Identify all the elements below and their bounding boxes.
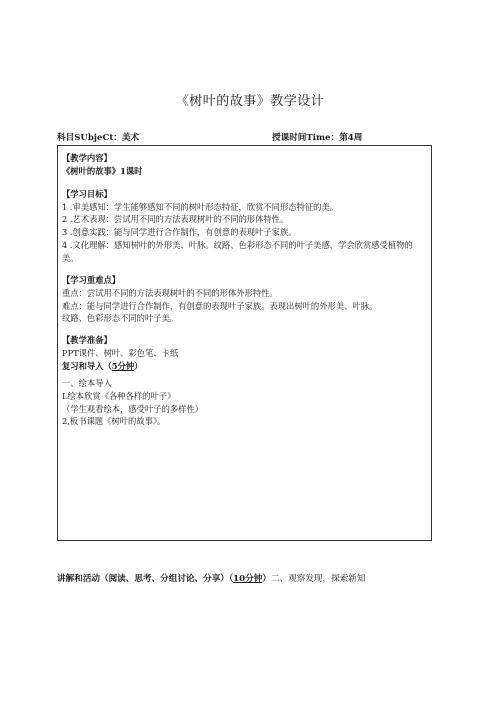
review-prefix: 复习和导入（: [62, 361, 112, 372]
key-point: 重点：尝试用不同的方法表现树叶的不同的形体外形特性。: [62, 287, 278, 298]
activity-prefix: 讲解和活动（阅读、思考、分组讨论、分享）（: [57, 574, 234, 584]
meta-row: [57, 131, 432, 143]
step-item: L绘本欣赏《各种各样的叶子》: [62, 390, 176, 401]
content-heading: 【教学内容】: [62, 153, 112, 163]
key-heading: 【学习重难点】: [62, 274, 121, 285]
activity-heading: [57, 572, 365, 584]
activity-suffix: ）: [262, 574, 271, 584]
goal-item: 3 .创意实践：能与同学进行合作制作，有创意的表现叶子家族。: [62, 227, 297, 238]
difficulty-line: 纹路、色彩形态不同的叶子美。: [62, 313, 179, 324]
content-text: 《树叶的故事》1课时: [62, 165, 143, 176]
step-item: 一、绘本导入: [62, 377, 112, 388]
step-item: 2,板书课题《树叶的故事》。: [62, 416, 166, 427]
goals-heading: 【学习目标】: [62, 188, 112, 199]
difficulty-line: 难点：能与同学进行合作制作，有创意的表现叶子家族。表现出树叶的外形美、叶脉。: [62, 300, 378, 311]
activity-rest: 二、观察发现，探索新知: [270, 574, 366, 584]
step-item: （学生观看绘本，感受叶子的多样性）: [62, 403, 204, 414]
goal-item: 1 .审美感知：学生能够感知不同的树叶形态特征，欣赏不同形态特征的美。: [62, 201, 339, 212]
activity-minutes: 10分钟: [233, 574, 263, 584]
page-title: 《树叶的故事》教学设计: [175, 94, 325, 109]
review-minutes: 5分钟: [111, 361, 135, 372]
prep-heading: 【教学准备】: [62, 335, 112, 346]
goal-item: 4 .文化理解：感知树叶的外形美、叶脉。纹路、色彩形态不同的叶子美感，学会欣赏感受植物的美。: [62, 240, 413, 264]
lesson-plan-box: [57, 145, 432, 541]
review-heading: [62, 360, 427, 373]
goal-item: 2 .艺术表现：尝试用不同的方法表现树叶的不同的形体特性。: [62, 214, 289, 225]
prep-text: PPT课件、树叶、彩色笔、卡纸: [62, 348, 179, 359]
review-suffix: ）: [134, 361, 143, 372]
time-label: 授课时间Time：第4周: [272, 133, 363, 143]
subject-label: 科目SUbjeCt：美术: [57, 133, 140, 143]
